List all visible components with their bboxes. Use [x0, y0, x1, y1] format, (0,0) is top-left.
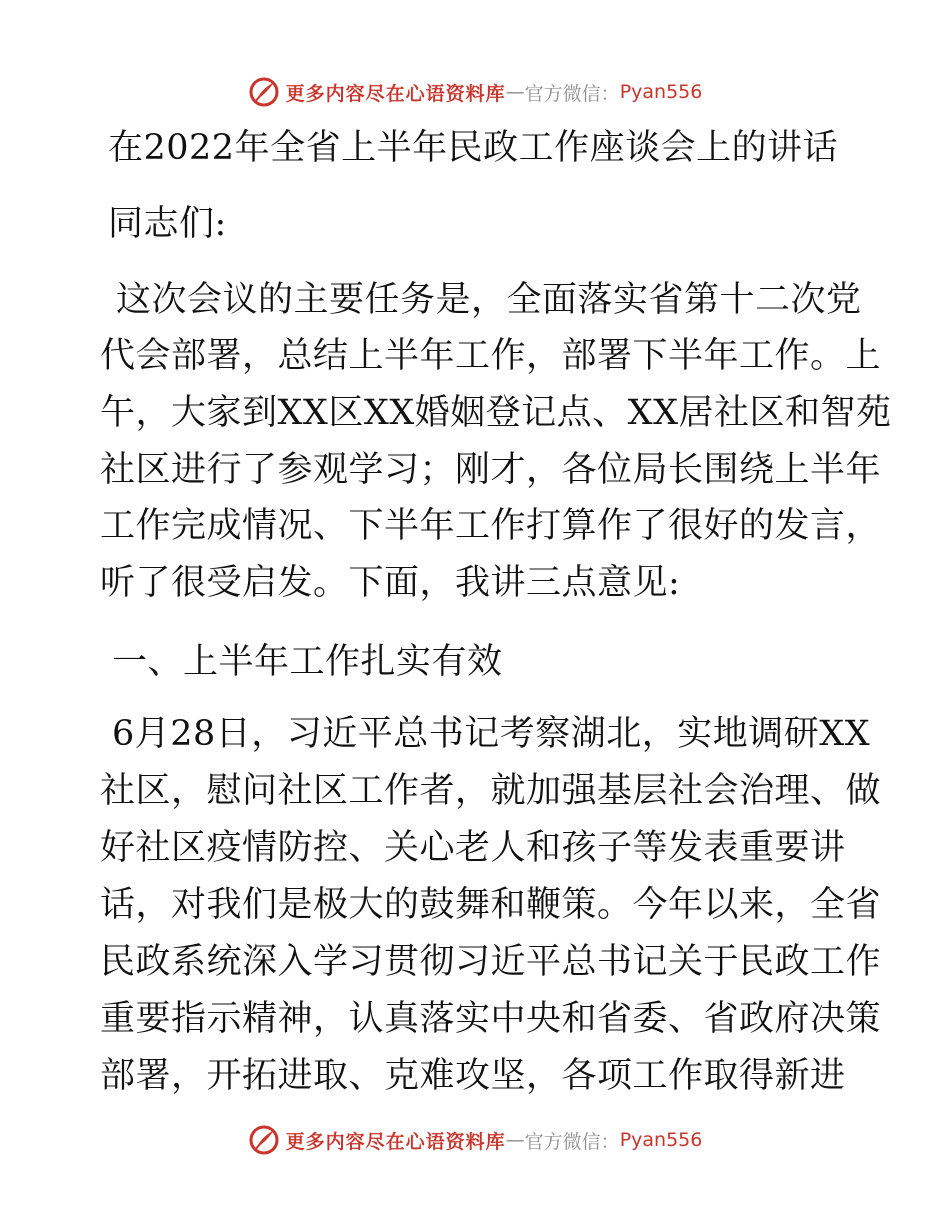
paragraph-line: 听了很受启发。下面，我讲三点意见: — [100, 563, 681, 603]
watermark-handle: Pyan556 — [619, 81, 703, 103]
salutation: 同志们: — [108, 204, 227, 244]
watermark-banner-bottom — [0, 1118, 950, 1162]
document-title: 在2022年全省上半年民政工作座谈会上的讲话 — [108, 128, 839, 168]
paragraph-line: 6月28日，习近平总书记考察湖北，实地调研XX — [112, 714, 871, 754]
watermark-label: 官方微信： — [524, 82, 620, 105]
paragraph-line: 代会部署，总结上半年工作，部署下半年工作。上 — [100, 336, 882, 376]
watermark-banner-top — [0, 70, 950, 114]
watermark-separator: — — [505, 1129, 525, 1151]
watermark-label: 官方微信： — [524, 1130, 620, 1153]
paragraph-line: 社区，慰问社区工作者，就加强基层社会治理、做 — [100, 771, 882, 811]
paragraph-line: 部署，开拓进取、克难攻坚，各项工作取得新进 — [100, 1056, 846, 1096]
watermark-separator: — — [505, 81, 525, 103]
feather-circle-logo-icon — [248, 1124, 280, 1156]
feather-circle-logo-icon — [248, 76, 280, 108]
watermark-text: 更多内容尽在心语资料库 — [285, 1130, 506, 1153]
watermark-handle: Pyan556 — [619, 1129, 703, 1151]
paragraph-line: 这次会议的主要任务是，全面落实省第十二次党 — [116, 280, 862, 320]
section-heading: 一、上半年工作扎实有效 — [112, 642, 503, 682]
paragraph-line: 重要指示精神，认真落实中央和省委、省政府决策 — [100, 999, 882, 1039]
paragraph-line: 工作完成情况、下半年工作打算作了很好的发言， — [100, 506, 882, 546]
paragraph-line: 民政系统深入学习贯彻习近平总书记关于民政工作 — [100, 942, 882, 982]
paragraph-line: 社区进行了参观学习；刚才，各位局长围绕上半年 — [100, 450, 882, 490]
paragraph-line: 好社区疫情防控、关心老人和孩子等发表重要讲 — [100, 828, 846, 868]
watermark-text: 更多内容尽在心语资料库 — [285, 82, 506, 105]
paragraph-line: 午，大家到XX区XX婚姻登记点、XX居社区和智苑 — [100, 393, 892, 433]
paragraph-line: 话，对我们是极大的鼓舞和鞭策。今年以来，全省 — [100, 885, 882, 925]
